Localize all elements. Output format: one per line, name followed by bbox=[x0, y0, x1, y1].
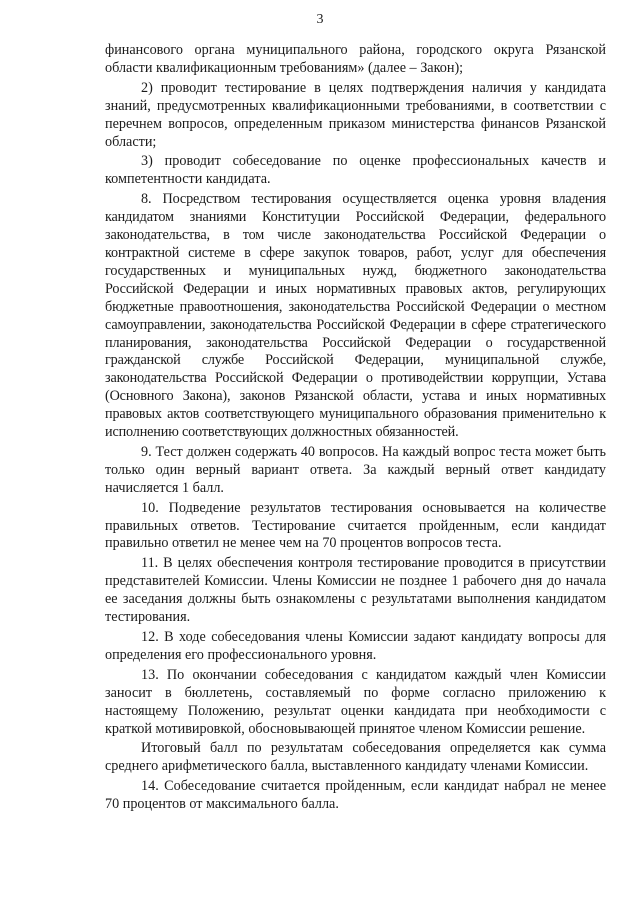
paragraph-10: 10. Подведение результатов тестирования основывается на количестве правильных ответов. Тестирование считается пройденным, если кандидат правильно ответил не менее чем на 70 процентов вопросов теста. bbox=[105, 499, 606, 552]
paragraph-11: 11. В целях обеспечения контроля тестирование проводится в присутствии представителей Комиссии. Члены Комиссии не позднее 1 рабочего дня до начала ее заседания должны быть ознакомлены с результатами выполнения кандидатом тестирования. bbox=[105, 555, 606, 626]
page-number: 3 bbox=[316, 12, 324, 27]
paragraph-13-total: Итоговый балл по результатам собеседования определяется как сумма среднего арифметического балла, выставленного кандидату членами Комиссии. bbox=[105, 740, 606, 775]
paragraph-item-2: 2) проводит тестирование в целях подтверждения наличия у кандидата знаний, предусмотренных квалификационными требованиями, в соответствии с перечнем вопросов, определенным приказом министерства финансов Рязанской области; bbox=[105, 79, 606, 150]
document-body bbox=[105, 42, 606, 816]
paragraph-item-3: 3) проводит собеседование по оценке профессиональных качеств и компетентности кандидата. bbox=[105, 153, 606, 188]
paragraph-12: 12. В ходе собеседования члены Комиссии задают кандидату вопросы для определения его профессионального уровня. bbox=[105, 629, 606, 663]
paragraph-8: 8. Посредством тестирования осуществляется оценка уровня владения кандидатом знаниями Конституции Российской Федерации, федерального законодательства, в том числе законодательства Российской Федерации о контрактной системе в сфере закупок товаров, работ, услуг для обеспечения государственных и муниципальных нужд, бюджетного законодательства Российской Федерации и иных нормативных правовых актов, регулирующих бюджетные правоотношения, законодательства Российской Федерации о местном самоуправлении, законодательства Российской Федерации в сфере стратегического планирования, законодательства Российской Федерации о государственной гражданской службе Российской Федерации, муниципальной службе, законодательства Российской Федерации о противодействии коррупции, Устава (Основного Закона), законов Рязанской области, устава и иных нормативных правовых актов соответствующего муниципального образования применительно к исполнению соответствующих должностных обязанностей. bbox=[105, 191, 606, 441]
paragraph-14: 14. Собеседование считается пройденным, если кандидат набрал не менее 70 процентов от максимального балла. bbox=[105, 778, 606, 813]
paragraph-13: 13. По окончании собеседования с кандидатом каждый член Комиссии заносит в бюллетень, составляемый по форме согласно приложению к настоящему Положению, результат оценки кандидата при необходимости с краткой мотивировкой, обосновывающей принятое членом Комиссии решение. bbox=[105, 666, 606, 737]
paragraph-9: 9. Тест должен содержать 40 вопросов. На каждый вопрос теста может быть только один верный вариант ответа. За каждый верный ответ кандидату начисляется 1 балл. bbox=[105, 443, 606, 496]
paragraph-continuation: финансового органа муниципального района, городского округа Рязанской области квалификационным требованиям» (далее – Закон); bbox=[105, 42, 606, 76]
